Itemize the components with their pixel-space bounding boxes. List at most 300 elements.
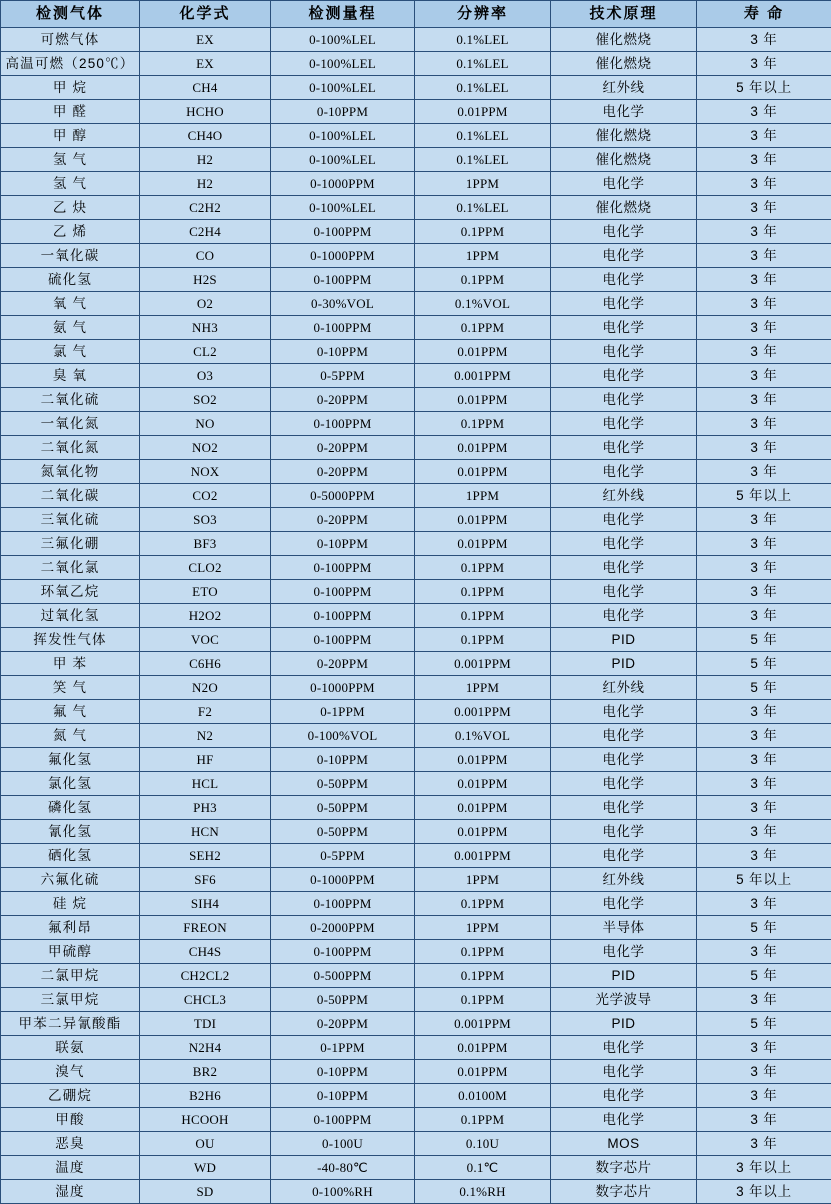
cell-gas: 挥发性气体: [1, 628, 140, 652]
cell-range: 0-50PPM: [271, 988, 415, 1012]
cell-lifetime: 3 年: [697, 28, 831, 52]
table-row: [1, 124, 831, 148]
cell-gas: 湿度: [1, 1180, 140, 1204]
cell-gas: 温度: [1, 1156, 140, 1180]
cell-range: 0-10PPM: [271, 1084, 415, 1108]
cell-formula: CH2CL2: [140, 964, 271, 988]
cell-technology: 电化学: [551, 1036, 697, 1060]
cell-resolution: 0.01PPM: [415, 436, 551, 460]
cell-lifetime: 5 年以上: [697, 868, 831, 892]
cell-resolution: 0.1PPM: [415, 628, 551, 652]
cell-range: 0-1000PPM: [271, 868, 415, 892]
cell-range: 0-1000PPM: [271, 676, 415, 700]
table-row: [1, 532, 831, 556]
cell-lifetime: 3 年: [697, 388, 831, 412]
cell-resolution: 0.1PPM: [415, 220, 551, 244]
cell-resolution: 0.1%VOL: [415, 292, 551, 316]
cell-technology: 电化学: [551, 292, 697, 316]
cell-technology: 催化燃烧: [551, 148, 697, 172]
cell-technology: 数字芯片: [551, 1180, 697, 1204]
cell-resolution: 0.1%VOL: [415, 724, 551, 748]
cell-formula: SO2: [140, 388, 271, 412]
cell-range: 0-20PPM: [271, 460, 415, 484]
cell-technology: 电化学: [551, 940, 697, 964]
table-row: [1, 436, 831, 460]
cell-gas: 三氯甲烷: [1, 988, 140, 1012]
cell-resolution: 0.01PPM: [415, 508, 551, 532]
cell-range: 0-100U: [271, 1132, 415, 1156]
cell-technology: 催化燃烧: [551, 28, 697, 52]
table-row: [1, 628, 831, 652]
table-row: [1, 364, 831, 388]
table-row: [1, 460, 831, 484]
cell-lifetime: 3 年: [697, 436, 831, 460]
cell-gas: 高温可燃（250℃）: [1, 52, 140, 76]
column-header-formula: 化学式: [140, 1, 271, 28]
cell-resolution: 0.001PPM: [415, 844, 551, 868]
cell-lifetime: 3 年: [697, 844, 831, 868]
cell-formula: TDI: [140, 1012, 271, 1036]
table-row: [1, 196, 831, 220]
cell-formula: EX: [140, 52, 271, 76]
table-row: [1, 844, 831, 868]
cell-gas: 笑 气: [1, 676, 140, 700]
cell-formula: CH4O: [140, 124, 271, 148]
table-row: [1, 868, 831, 892]
table-row: [1, 724, 831, 748]
table-row: [1, 220, 831, 244]
table-row: [1, 1084, 831, 1108]
table-row: [1, 796, 831, 820]
cell-range: 0-1PPM: [271, 1036, 415, 1060]
cell-resolution: 0.1%LEL: [415, 76, 551, 100]
cell-formula: C2H2: [140, 196, 271, 220]
cell-formula: B2H6: [140, 1084, 271, 1108]
cell-lifetime: 3 年: [697, 556, 831, 580]
cell-resolution: 0.01PPM: [415, 772, 551, 796]
cell-formula: NOX: [140, 460, 271, 484]
table-row: [1, 940, 831, 964]
cell-lifetime: 3 年: [697, 508, 831, 532]
cell-technology: PID: [551, 964, 697, 988]
cell-range: 0-1000PPM: [271, 244, 415, 268]
cell-gas: 二氧化氯: [1, 556, 140, 580]
cell-lifetime: 3 年: [697, 940, 831, 964]
cell-range: 0-100%VOL: [271, 724, 415, 748]
cell-technology: 红外线: [551, 484, 697, 508]
cell-lifetime: 3 年: [697, 124, 831, 148]
cell-lifetime: 3 年: [697, 532, 831, 556]
cell-range: -40-80℃: [271, 1156, 415, 1180]
column-header-resolution: 分辨率: [415, 1, 551, 28]
cell-formula: FREON: [140, 916, 271, 940]
cell-lifetime: 3 年: [697, 1132, 831, 1156]
table-row: [1, 1132, 831, 1156]
cell-resolution: 1PPM: [415, 484, 551, 508]
column-header-range: 检测量程: [271, 1, 415, 28]
cell-range: 0-100PPM: [271, 556, 415, 580]
cell-lifetime: 3 年: [697, 700, 831, 724]
cell-lifetime: 3 年: [697, 460, 831, 484]
table-row: [1, 1108, 831, 1132]
cell-technology: 数字芯片: [551, 1156, 697, 1180]
cell-technology: 电化学: [551, 844, 697, 868]
table-row: [1, 244, 831, 268]
cell-technology: 电化学: [551, 700, 697, 724]
cell-lifetime: 3 年: [697, 292, 831, 316]
cell-gas: 联氨: [1, 1036, 140, 1060]
cell-lifetime: 3 年: [697, 100, 831, 124]
cell-technology: 红外线: [551, 76, 697, 100]
cell-resolution: 0.001PPM: [415, 652, 551, 676]
cell-lifetime: 3 年: [697, 244, 831, 268]
table-row: [1, 892, 831, 916]
cell-formula: N2O: [140, 676, 271, 700]
cell-resolution: 0.1PPM: [415, 964, 551, 988]
table-row: [1, 1060, 831, 1084]
cell-gas: 甲 醛: [1, 100, 140, 124]
cell-lifetime: 5 年以上: [697, 76, 831, 100]
cell-resolution: 0.01PPM: [415, 1036, 551, 1060]
cell-range: 0-5PPM: [271, 844, 415, 868]
cell-gas: 二氧化硫: [1, 388, 140, 412]
cell-technology: 电化学: [551, 772, 697, 796]
table-row: [1, 1012, 831, 1036]
cell-resolution: 0.10U: [415, 1132, 551, 1156]
cell-gas: 甲酸: [1, 1108, 140, 1132]
cell-gas: 氯化氢: [1, 772, 140, 796]
cell-resolution: 0.1PPM: [415, 940, 551, 964]
cell-formula: N2: [140, 724, 271, 748]
cell-resolution: 1PPM: [415, 916, 551, 940]
cell-lifetime: 3 年: [697, 820, 831, 844]
cell-lifetime: 5 年: [697, 652, 831, 676]
cell-gas: 乙硼烷: [1, 1084, 140, 1108]
cell-gas: 可燃气体: [1, 28, 140, 52]
cell-technology: 电化学: [551, 412, 697, 436]
cell-formula: BF3: [140, 532, 271, 556]
cell-technology: 电化学: [551, 556, 697, 580]
cell-resolution: 0.1PPM: [415, 1108, 551, 1132]
cell-range: 0-5PPM: [271, 364, 415, 388]
cell-range: 0-1000PPM: [271, 172, 415, 196]
cell-lifetime: 3 年以上: [697, 1156, 831, 1180]
cell-gas: 一氧化氮: [1, 412, 140, 436]
cell-technology: 催化燃烧: [551, 196, 697, 220]
cell-range: 0-100PPM: [271, 580, 415, 604]
cell-gas: 氢 气: [1, 148, 140, 172]
column-header-lifetime: 寿 命: [697, 1, 831, 28]
cell-gas: 氟利昂: [1, 916, 140, 940]
cell-range: 0-10PPM: [271, 748, 415, 772]
table-row: [1, 772, 831, 796]
cell-resolution: 0.01PPM: [415, 460, 551, 484]
cell-technology: 电化学: [551, 436, 697, 460]
cell-lifetime: 3 年: [697, 796, 831, 820]
cell-technology: 催化燃烧: [551, 52, 697, 76]
cell-technology: 电化学: [551, 460, 697, 484]
cell-range: 0-20PPM: [271, 1012, 415, 1036]
cell-resolution: 0.01PPM: [415, 1060, 551, 1084]
table-row: [1, 1036, 831, 1060]
cell-lifetime: 3 年: [697, 748, 831, 772]
cell-range: 0-50PPM: [271, 772, 415, 796]
cell-technology: MOS: [551, 1132, 697, 1156]
cell-formula: CL2: [140, 340, 271, 364]
cell-gas: 三氧化硫: [1, 508, 140, 532]
cell-range: 0-500PPM: [271, 964, 415, 988]
cell-lifetime: 3 年: [697, 52, 831, 76]
cell-lifetime: 3 年: [697, 364, 831, 388]
cell-technology: 电化学: [551, 796, 697, 820]
cell-technology: 电化学: [551, 508, 697, 532]
cell-formula: SO3: [140, 508, 271, 532]
table-row: [1, 412, 831, 436]
cell-range: 0-100PPM: [271, 220, 415, 244]
cell-technology: 红外线: [551, 676, 697, 700]
table-row: [1, 484, 831, 508]
cell-gas: 二氧化碳: [1, 484, 140, 508]
cell-lifetime: 3 年: [697, 412, 831, 436]
cell-technology: 半导体: [551, 916, 697, 940]
table-row: [1, 964, 831, 988]
cell-range: 0-10PPM: [271, 532, 415, 556]
cell-technology: 电化学: [551, 244, 697, 268]
cell-technology: 电化学: [551, 172, 697, 196]
cell-formula: HCN: [140, 820, 271, 844]
cell-gas: 三氟化硼: [1, 532, 140, 556]
table-row: [1, 676, 831, 700]
table-row: [1, 316, 831, 340]
cell-formula: CO: [140, 244, 271, 268]
cell-gas: 氰化氢: [1, 820, 140, 844]
cell-formula: H2S: [140, 268, 271, 292]
cell-gas: 甲苯二异氰酸酯: [1, 1012, 140, 1036]
cell-technology: 电化学: [551, 100, 697, 124]
table-row: [1, 28, 831, 52]
table-row: [1, 172, 831, 196]
cell-gas: 溴气: [1, 1060, 140, 1084]
table-row: [1, 1156, 831, 1180]
cell-gas: 一氧化碳: [1, 244, 140, 268]
table-header: [1, 1, 831, 28]
cell-gas: 二氯甲烷: [1, 964, 140, 988]
table-row: [1, 916, 831, 940]
cell-gas: 甲 烷: [1, 76, 140, 100]
cell-range: 0-10PPM: [271, 340, 415, 364]
cell-technology: 电化学: [551, 1084, 697, 1108]
cell-technology: 电化学: [551, 364, 697, 388]
table-row: [1, 652, 831, 676]
cell-technology: 电化学: [551, 340, 697, 364]
cell-resolution: 0.01PPM: [415, 340, 551, 364]
cell-formula: NO2: [140, 436, 271, 460]
cell-lifetime: 3 年以上: [697, 1180, 831, 1204]
cell-resolution: 0.1PPM: [415, 580, 551, 604]
table-row: [1, 292, 831, 316]
table-row: [1, 388, 831, 412]
cell-gas: 恶臭: [1, 1132, 140, 1156]
cell-formula: H2: [140, 172, 271, 196]
cell-lifetime: 3 年: [697, 196, 831, 220]
cell-range: 0-10PPM: [271, 1060, 415, 1084]
table-row: [1, 76, 831, 100]
cell-lifetime: 3 年: [697, 148, 831, 172]
cell-technology: 电化学: [551, 1060, 697, 1084]
cell-resolution: 1PPM: [415, 244, 551, 268]
cell-range: 0-20PPM: [271, 388, 415, 412]
table-row: [1, 556, 831, 580]
cell-formula: CO2: [140, 484, 271, 508]
cell-resolution: 0.1PPM: [415, 988, 551, 1012]
cell-range: 0-100%LEL: [271, 28, 415, 52]
cell-resolution: 0.01PPM: [415, 796, 551, 820]
cell-lifetime: 5 年以上: [697, 484, 831, 508]
cell-technology: 电化学: [551, 604, 697, 628]
cell-gas: 氢 气: [1, 172, 140, 196]
cell-range: 0-20PPM: [271, 508, 415, 532]
cell-technology: 电化学: [551, 724, 697, 748]
cell-range: 0-50PPM: [271, 796, 415, 820]
cell-gas: 甲 苯: [1, 652, 140, 676]
cell-resolution: 0.01PPM: [415, 100, 551, 124]
cell-formula: SEH2: [140, 844, 271, 868]
cell-resolution: 0.1%LEL: [415, 124, 551, 148]
cell-lifetime: 3 年: [697, 220, 831, 244]
cell-range: 0-100%LEL: [271, 76, 415, 100]
cell-formula: HCL: [140, 772, 271, 796]
cell-formula: HCOOH: [140, 1108, 271, 1132]
table-body: [1, 28, 831, 1204]
cell-formula: H2O2: [140, 604, 271, 628]
cell-formula: CH4: [140, 76, 271, 100]
cell-range: 0-100PPM: [271, 412, 415, 436]
table-header-row: [1, 1, 831, 28]
cell-resolution: 0.1PPM: [415, 268, 551, 292]
cell-formula: OU: [140, 1132, 271, 1156]
table-row: [1, 340, 831, 364]
cell-range: 0-20PPM: [271, 652, 415, 676]
cell-gas: 氯 气: [1, 340, 140, 364]
cell-lifetime: 3 年: [697, 1060, 831, 1084]
cell-gas: 六氟化硫: [1, 868, 140, 892]
cell-technology: 电化学: [551, 388, 697, 412]
cell-formula: BR2: [140, 1060, 271, 1084]
cell-resolution: 0.1PPM: [415, 892, 551, 916]
cell-lifetime: 5 年: [697, 628, 831, 652]
cell-technology: 催化燃烧: [551, 124, 697, 148]
cell-formula: SF6: [140, 868, 271, 892]
cell-gas: 氮 气: [1, 724, 140, 748]
cell-lifetime: 5 年: [697, 1012, 831, 1036]
cell-technology: 电化学: [551, 1108, 697, 1132]
cell-resolution: 0.1%LEL: [415, 148, 551, 172]
column-header-technology: 技术原理: [551, 1, 697, 28]
cell-lifetime: 5 年: [697, 916, 831, 940]
cell-technology: 电化学: [551, 748, 697, 772]
cell-gas: 氟 气: [1, 700, 140, 724]
cell-resolution: 0.01PPM: [415, 388, 551, 412]
cell-formula: C2H4: [140, 220, 271, 244]
cell-resolution: 0.001PPM: [415, 700, 551, 724]
cell-lifetime: 3 年: [697, 772, 831, 796]
cell-technology: 电化学: [551, 892, 697, 916]
cell-range: 0-5000PPM: [271, 484, 415, 508]
cell-technology: 电化学: [551, 268, 697, 292]
cell-formula: C6H6: [140, 652, 271, 676]
cell-lifetime: 3 年: [697, 604, 831, 628]
cell-lifetime: 5 年: [697, 964, 831, 988]
cell-technology: 电化学: [551, 220, 697, 244]
cell-gas: 乙 烯: [1, 220, 140, 244]
cell-lifetime: 3 年: [697, 580, 831, 604]
cell-range: 0-20PPM: [271, 436, 415, 460]
cell-range: 0-100%LEL: [271, 52, 415, 76]
cell-formula: NO: [140, 412, 271, 436]
cell-gas: 氟化氢: [1, 748, 140, 772]
cell-resolution: 0.01PPM: [415, 532, 551, 556]
table-row: [1, 580, 831, 604]
cell-range: 0-100%RH: [271, 1180, 415, 1204]
cell-formula: F2: [140, 700, 271, 724]
cell-resolution: 0.1PPM: [415, 316, 551, 340]
cell-technology: 电化学: [551, 580, 697, 604]
cell-range: 0-100PPM: [271, 1108, 415, 1132]
cell-gas: 硅 烷: [1, 892, 140, 916]
table-row: [1, 508, 831, 532]
cell-formula: H2: [140, 148, 271, 172]
cell-lifetime: 3 年: [697, 1036, 831, 1060]
cell-range: 0-50PPM: [271, 820, 415, 844]
cell-formula: HF: [140, 748, 271, 772]
cell-range: 0-100%LEL: [271, 124, 415, 148]
cell-range: 0-100PPM: [271, 940, 415, 964]
cell-resolution: 0.1%LEL: [415, 196, 551, 220]
table-row: [1, 700, 831, 724]
cell-technology: 光学波导: [551, 988, 697, 1012]
cell-gas: 硫化氢: [1, 268, 140, 292]
cell-resolution: 0.0100M: [415, 1084, 551, 1108]
cell-technology: 电化学: [551, 532, 697, 556]
cell-formula: NH3: [140, 316, 271, 340]
cell-gas: 甲硫醇: [1, 940, 140, 964]
cell-lifetime: 3 年: [697, 268, 831, 292]
cell-formula: EX: [140, 28, 271, 52]
cell-lifetime: 3 年: [697, 1084, 831, 1108]
cell-range: 0-100%LEL: [271, 196, 415, 220]
cell-resolution: 0.001PPM: [415, 364, 551, 388]
cell-gas: 硒化氢: [1, 844, 140, 868]
cell-resolution: 0.1PPM: [415, 604, 551, 628]
cell-range: 0-100PPM: [271, 892, 415, 916]
cell-technology: 红外线: [551, 868, 697, 892]
cell-resolution: 0.01PPM: [415, 820, 551, 844]
cell-gas: 甲 醇: [1, 124, 140, 148]
cell-resolution: 0.1℃: [415, 1156, 551, 1180]
cell-formula: WD: [140, 1156, 271, 1180]
cell-formula: O2: [140, 292, 271, 316]
cell-range: 0-1PPM: [271, 700, 415, 724]
cell-gas: 磷化氢: [1, 796, 140, 820]
cell-range: 0-30%VOL: [271, 292, 415, 316]
cell-resolution: 1PPM: [415, 676, 551, 700]
cell-range: 0-100PPM: [271, 604, 415, 628]
cell-formula: HCHO: [140, 100, 271, 124]
cell-gas: 氧 气: [1, 292, 140, 316]
cell-resolution: 0.1PPM: [415, 412, 551, 436]
cell-gas: 乙 炔: [1, 196, 140, 220]
cell-formula: N2H4: [140, 1036, 271, 1060]
